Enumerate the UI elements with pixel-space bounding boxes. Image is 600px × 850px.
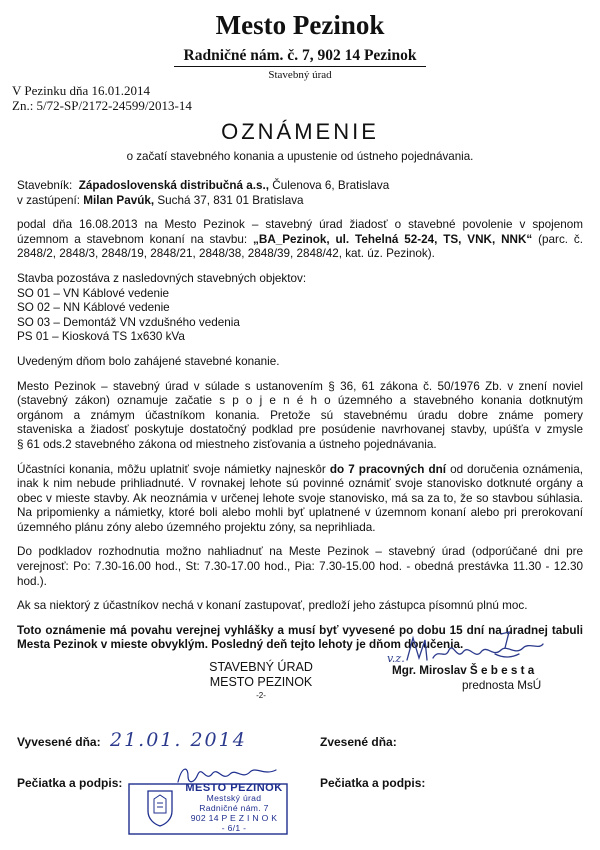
- public-notice-text: Toto oznámenie má povahu verejnej vyhlášky a musí byť vyvesené po dobu 15 dní na úradnej tabuli Mesta Pezinok v mieste obvyklým. Posledný deň tejto lehoty je dňom doručenia.: [17, 623, 583, 652]
- objects-block: [17, 272, 583, 345]
- construction-name: „BA_Pezinok, ul. Tehelná 52-24, TS, VNK, NNK“: [253, 232, 533, 246]
- builder-label: Stavebník:: [17, 179, 73, 192]
- object-item: SO 01 – VN Káblové vedenie: [17, 286, 170, 300]
- official-stamp: [128, 783, 288, 835]
- posted-date-handwritten: 21.01. 2014: [110, 729, 247, 751]
- objections-text-end: od doručenia oznámenia, inak k nim nebude prihliadnuté. V rovnakej lehote sú povinné oznámiť svoje stanovisko dotknuté orgány a obec v mieste stavby. Ak neoznámia v určenej lehote svoje stanovisko, má sa za to, že so stavbou súhlasia. Na pripomienky a námietky, ktoré boli alebo mohli byť uplatnené v územnom konaní alebo pri prerokovaní územného plánu zóny alebo územného projektu zóny, sa neprihliada.: [17, 462, 583, 534]
- seal-signature-label-right: Pečiatka a podpis:: [320, 776, 426, 790]
- application-paragraph: [17, 218, 583, 262]
- representative-line: [17, 194, 583, 209]
- objections-paragraph: [17, 463, 583, 536]
- city-crest-icon: [146, 789, 174, 827]
- city-name-title: Mesto Pezinok: [215, 10, 385, 40]
- notice-subheading: o začatí stavebného konania a upustenie od ústneho pojednávania.: [126, 150, 474, 163]
- application-text-end: (parc. č. 2848/2, 2848/3, 2848/19, 2848/21, 2848/38, 2848/39, 2848/42, kat. úz. Pezinok).: [17, 232, 584, 261]
- objections-text-start: Účastníci konania, môžu uplatniť svoje námietky najneskôr: [17, 462, 330, 476]
- posted-date-label: Vyvesené dňa:: [17, 735, 101, 749]
- object-item: SO 02 – NN Káblové vedenie: [17, 301, 170, 315]
- stamp-line: 902 14 P E Z I N O K: [190, 813, 278, 823]
- notification-line: orgánom a známym účastníkom konania. Pretože sú stavebnému úradu dobre známe pomery: [17, 408, 583, 422]
- objection-deadline: do 7 pracovných dní: [329, 462, 447, 476]
- signer-role: prednosta MsÚ: [462, 679, 542, 692]
- stamp-line: - 6/1 -: [221, 823, 247, 833]
- notification-line: staveniska a žiadosť poskytuje dostatočný podklad pre posúdenie navrhovanej stavby, upúšťa v zmysle: [17, 423, 583, 437]
- representative-name: Milan Pavúk,: [83, 193, 155, 207]
- notice-heading: OZNÁMENIE: [221, 119, 379, 144]
- notice-body: [17, 179, 583, 663]
- objects-intro: Stavba pozostáva z nasledovných stavebných objektov:: [17, 271, 307, 285]
- header-divider: [174, 66, 426, 67]
- stamp-text: [180, 783, 288, 833]
- builder-block: [17, 179, 583, 208]
- city-address: Radničné nám. č. 7, 902 14 Pezinok: [183, 47, 417, 64]
- stamp-line: Mestský úrad: [206, 793, 262, 803]
- removed-date-label: Zvesené dňa:: [320, 735, 397, 749]
- notification-line: (stavebný zákon) oznamuje začatie s p o j e n é h o územného a stavebného konania dotknutým: [17, 394, 583, 408]
- representative-label: v zastúpení:: [17, 193, 81, 207]
- notification-line: Mesto Pezinok – stavebný úrad v súlade s ustanovením § 36, 61 zákona č. 50/1976 Zb. v znení noviel: [17, 379, 583, 393]
- reference-number: Zn.: 5/72-SP/2172-24599/2013-14: [12, 98, 192, 113]
- signer-name: Mgr. Miroslav Š e b e s t a: [392, 664, 535, 677]
- issuing-office-line: MESTO PEZINOK: [209, 675, 313, 689]
- seal-signature-label-left: Pečiatka a podpis:: [17, 776, 123, 790]
- issuing-office-block: [196, 660, 326, 701]
- office-hours-paragraph: Do podkladov rozhodnutia možno nahliadnuť na Meste Pezinok – stavebný úrad (odporúčané dni pre verejnosť: Po: 7.30-16.00 hod., St: 7.30-17.00 hod., Pia: 7.30-15.00 hod. - obedná prestávka 11.30 - 12.30 hod.).: [17, 545, 583, 588]
- stamp-line: Radničné nám. 7: [199, 803, 269, 813]
- application-text-start: podal dňa 16.08.2013 na Mesto Pezinok – stavebný úrad žiadosť o stavebné povolenie v spojenom územnom a stavebnom konaní na stavbu:: [17, 218, 583, 246]
- issuing-office-line: STAVEBNÝ ÚRAD: [209, 660, 313, 674]
- issue-date: V Pezinku dňa 16.01.2014: [12, 83, 151, 98]
- builder-address: Čulenova 6, Bratislava: [269, 179, 390, 192]
- notification-paragraph: [17, 380, 583, 453]
- notification-line: § 61 ods.2 stavebného zákona od miestneho zisťovania a ústneho pojednávania.: [17, 437, 437, 451]
- builder-line: [17, 179, 583, 194]
- office-name: Stavebný úrad: [268, 69, 332, 81]
- object-item: PS 01 – Kiosková TS 1x630 kVa: [17, 330, 185, 344]
- object-item: SO 03 – Demontáž VN vzdušného vedenia: [17, 315, 240, 329]
- representative-address: Suchá 37, 831 01 Bratislava: [154, 193, 304, 207]
- signature-prefix: v.z.: [387, 652, 405, 665]
- representation-paragraph: Ak sa niektorý z účastníkov nechá v konaní zastupovať, predloží jeho zástupca písomnú plnú moc.: [17, 599, 528, 613]
- builder-name: Západoslovenská distribučná a.s.,: [78, 179, 270, 192]
- proceedings-started: Uvedeným dňom bolo zahájené stavebné konanie.: [17, 354, 280, 368]
- stamp-line: MESTO PEZINOK: [185, 782, 283, 794]
- page-marker: -2-: [256, 691, 266, 700]
